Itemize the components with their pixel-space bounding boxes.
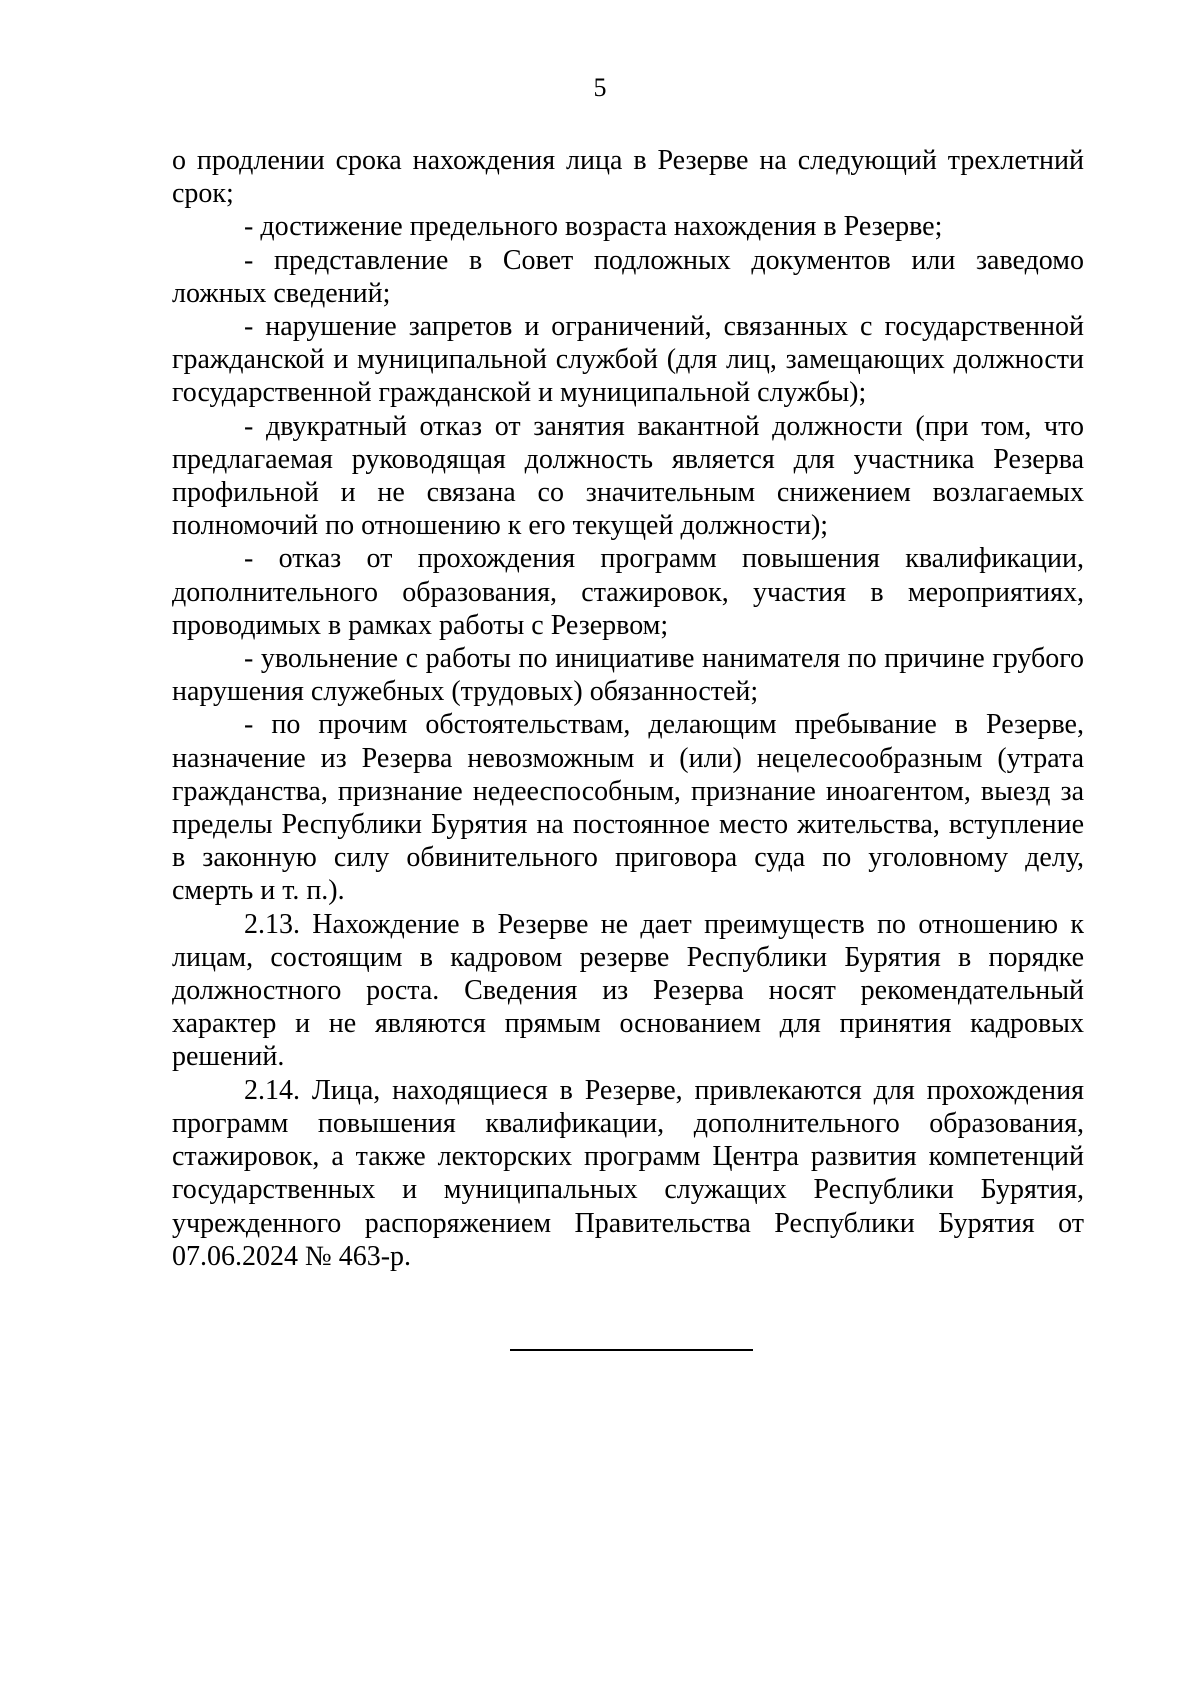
list-item-false-documents: - представление в Совет подложных документов или заведомо ложных сведений; — [172, 244, 1084, 309]
document-body — [172, 144, 1084, 1273]
list-item-age-limit: - достижение предельного возраста нахождения в Резерве; — [244, 211, 943, 243]
list-item-other-circumstances: - по прочим обстоятельствам, делающим пребывание в Резерве, назначение из Резерва невозможным и (или) нецелесообразным (утрата гражданства, признание недееспособным, признание иноагентом, выезд за пределы Республики Бурятия на постоянное место жительства, вступление в законную силу обвинительного приговора суда по уголовному делу, смерть и т. п.). — [172, 709, 1084, 907]
page-number: 5 — [593, 73, 607, 102]
list-item-double-refusal: - двукратный отказ от занятия вакантной должности (при том, что предлагаемая руководящая должность является для участника Резерва профильной и не связана со значительным снижением возлагаемых полномочий по отношению к его текущей должности); — [172, 410, 1084, 542]
list-item-training-refusal: - отказ от прохождения программ повышения квалификации, дополнительного образования, стажировок, участия в мероприятиях, проводимых в рамках работы с Резервом; — [172, 543, 1084, 641]
paragraph-continuation: о продлении срока нахождения лица в Резерве на следующий трехлетний срок; — [172, 145, 1084, 210]
list-item-dismissal: - увольнение с работы по инициативе нанимателя по причине грубого нарушения служебных (трудовых) обязанностей; — [172, 643, 1084, 708]
section-2-13: 2.13. Нахождение в Резерве не дает преимуществ по отношению к лицам, состоящим в кадровом резерве Республики Бурятия в порядке должностного роста. Сведения из Резерва носят рекомендательный характер и не являются прямым основанием для принятия кадровых решений. — [172, 908, 1084, 1073]
end-of-document-rule — [510, 1349, 753, 1351]
section-2-14: 2.14. Лица, находящиеся в Резерве, привлекаются для прохождения программ повышения квалификации, дополнительного образования, стажировок, а также лекторских программ Центра развития компетенций государственных и муниципальных служащих Республики Бурятия, учрежденного распоряжением Правительства Республики Бурятия от 07.06.2024 № 463-р. — [172, 1074, 1084, 1272]
list-item-service-violations: - нарушение запретов и ограничений, связанных с государственной гражданской и муниципальной службой (для лиц, замещающих должности государственной гражданской и муниципальной службы); — [172, 311, 1084, 409]
